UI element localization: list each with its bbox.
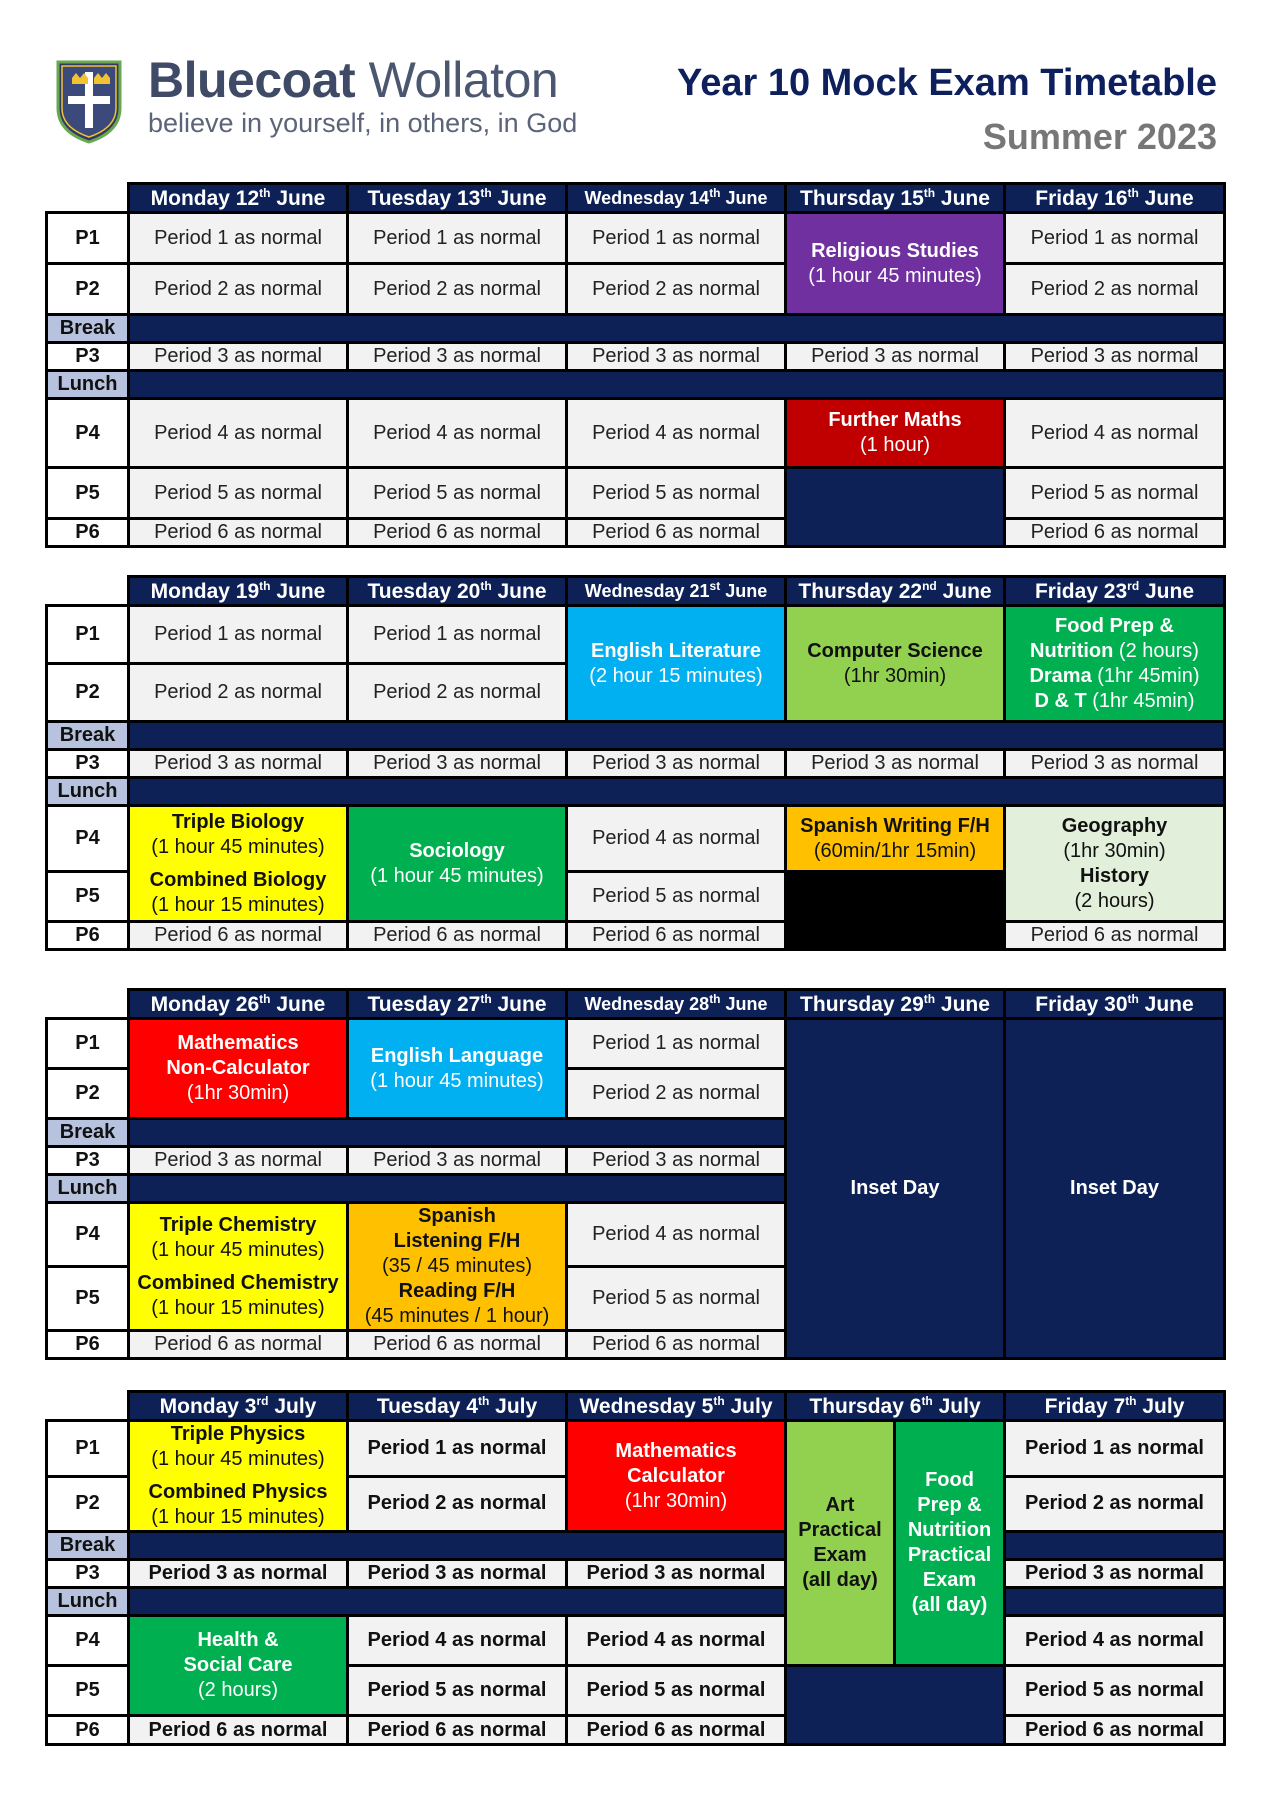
- day-header: Thursday 15th June: [786, 184, 1005, 213]
- period-label: P4: [47, 1203, 129, 1267]
- exam-maths-calculator: Mathematics Calculator (1hr 30min): [567, 1421, 786, 1532]
- normal-period: Period 1 as normal: [567, 1019, 786, 1069]
- normal-period: Period 3 as normal: [348, 750, 567, 778]
- day-header: Wednesday 14th June: [567, 184, 786, 213]
- period-label: P3: [47, 1147, 129, 1175]
- normal-period: Period 4 as normal: [1005, 1616, 1225, 1666]
- normal-period: Period 3 as normal: [348, 343, 567, 371]
- normal-period: Period 6 as normal: [567, 1716, 786, 1745]
- normal-period: Period 3 as normal: [129, 750, 348, 778]
- normal-period: Period 3 as normal: [129, 343, 348, 371]
- period-label: P4: [47, 806, 129, 872]
- exam-sociology: Sociology (1 hour 45 minutes): [348, 806, 567, 922]
- period-label: P2: [47, 664, 129, 722]
- normal-period: Period 5 as normal: [348, 468, 567, 519]
- exam-further-maths: Further Maths (1 hour): [786, 399, 1005, 468]
- normal-period: Period 4 as normal: [567, 1203, 786, 1267]
- table-corner: [47, 577, 129, 606]
- day-header: Friday 7th July: [1005, 1392, 1225, 1421]
- day-header: Tuesday 4th July: [348, 1392, 567, 1421]
- normal-period: Period 3 as normal: [567, 343, 786, 371]
- normal-period: Period 6 as normal: [129, 1716, 348, 1745]
- normal-period: Period 2 as normal: [1005, 264, 1225, 315]
- normal-period: Period 5 as normal: [129, 468, 348, 519]
- day-header: Tuesday 20th June: [348, 577, 567, 606]
- timetable-week-3: [45, 988, 1226, 1360]
- inset-day: Inset Day: [786, 1019, 1005, 1359]
- period-label: P6: [47, 519, 129, 547]
- exam-health-social-care: Health & Social Care (2 hours): [129, 1616, 348, 1716]
- exam-physics: Triple Physics (1 hour 45 minutes) Combined Physics (1 hour 15 minutes): [129, 1421, 348, 1532]
- normal-period: Period 2 as normal: [129, 664, 348, 722]
- normal-period: Period 3 as normal: [786, 343, 1005, 371]
- period-label: P1: [47, 1019, 129, 1069]
- normal-period: Period 3 as normal: [1005, 1560, 1225, 1588]
- normal-period: Period 2 as normal: [567, 1069, 786, 1119]
- normal-period: Period 4 as normal: [1005, 399, 1225, 468]
- page-subtitle: Summer 2023: [982, 116, 1217, 157]
- day-header: Thursday 29th June: [786, 990, 1005, 1019]
- period-label: P6: [47, 1716, 129, 1745]
- lunch-label: Lunch: [47, 1588, 129, 1616]
- normal-period: Period 5 as normal: [348, 1666, 567, 1716]
- break-bar: [129, 1119, 786, 1147]
- normal-period: Period 3 as normal: [129, 1560, 348, 1588]
- exam-biology: Triple Biology (1 hour 45 minutes) Combined Biology (1 hour 15 minutes): [129, 806, 348, 922]
- break-bar: [1005, 1532, 1225, 1560]
- exam-geography-history: Geography (1hr 30min) History (2 hours): [1005, 806, 1225, 922]
- break-label: Break: [47, 1119, 129, 1147]
- empty-slot: [786, 468, 1005, 547]
- period-label: P3: [47, 750, 129, 778]
- day-header: Friday 30th June: [1005, 990, 1225, 1019]
- normal-period: Period 6 as normal: [348, 1331, 567, 1359]
- period-label: P2: [47, 264, 129, 315]
- period-label: P6: [47, 1331, 129, 1359]
- normal-period: Period 5 as normal: [1005, 468, 1225, 519]
- lunch-label: Lunch: [47, 1175, 129, 1203]
- normal-period: Period 1 as normal: [129, 213, 348, 264]
- school-crest-icon: [54, 58, 124, 144]
- normal-period: Period 3 as normal: [567, 750, 786, 778]
- day-header: Monday 12th June: [129, 184, 348, 213]
- normal-period: Period 6 as normal: [1005, 1716, 1225, 1745]
- school-motto: believe in yourself, in others, in God: [148, 108, 578, 138]
- day-header: Friday 16th June: [1005, 184, 1225, 213]
- table-corner: [47, 184, 129, 213]
- normal-period: Period 4 as normal: [348, 1616, 567, 1666]
- normal-period: Period 5 as normal: [567, 1666, 786, 1716]
- period-label: P5: [47, 1666, 129, 1716]
- period-label: P5: [47, 468, 129, 519]
- exam-spanish-writing: Spanish Writing F/H (60min/1hr 15min): [786, 806, 1005, 872]
- normal-period: Period 4 as normal: [567, 1616, 786, 1666]
- normal-period: Period 1 as normal: [348, 606, 567, 664]
- normal-period: Period 5 as normal: [567, 468, 786, 519]
- lunch-label: Lunch: [47, 778, 129, 806]
- exam-maths-non-calculator: Mathematics Non-Calculator (1hr 30min): [129, 1019, 348, 1119]
- normal-period: Period 6 as normal: [1005, 922, 1225, 950]
- normal-period: Period 2 as normal: [1005, 1476, 1225, 1532]
- empty-slot: [786, 1666, 1005, 1745]
- normal-period: Period 2 as normal: [348, 264, 567, 315]
- exam-food-drama-dt: Food Prep & Nutrition (2 hours) Drama (1hr 45min) D & T (1hr 45min): [1005, 606, 1225, 722]
- normal-period: Period 1 as normal: [129, 606, 348, 664]
- normal-period: Period 3 as normal: [1005, 750, 1225, 778]
- normal-period: Period 5 as normal: [567, 1267, 786, 1331]
- lunch-bar: [129, 778, 1225, 806]
- normal-period: Period 3 as normal: [348, 1560, 567, 1588]
- period-label: P3: [47, 343, 129, 371]
- normal-period: Period 3 as normal: [786, 750, 1005, 778]
- normal-period: Period 6 as normal: [567, 922, 786, 950]
- normal-period: Period 3 as normal: [567, 1147, 786, 1175]
- period-label: P1: [47, 1421, 129, 1477]
- normal-period: Period 4 as normal: [348, 399, 567, 468]
- period-label: P6: [47, 922, 129, 950]
- break-label: Break: [47, 722, 129, 750]
- period-label: P2: [47, 1476, 129, 1532]
- normal-period: Period 4 as normal: [567, 806, 786, 872]
- normal-period: Period 3 as normal: [567, 1560, 786, 1588]
- normal-period: Period 1 as normal: [348, 213, 567, 264]
- table-corner: [47, 990, 129, 1019]
- exam-english-literature: English Literature (2 hour 15 minutes): [567, 606, 786, 722]
- lunch-bar: [129, 1175, 786, 1203]
- normal-period: Period 1 as normal: [348, 1421, 567, 1477]
- normal-period: Period 3 as normal: [129, 1147, 348, 1175]
- normal-period: Period 6 as normal: [348, 519, 567, 547]
- period-label: P3: [47, 1560, 129, 1588]
- day-header: Tuesday 27th June: [348, 990, 567, 1019]
- normal-period: Period 2 as normal: [348, 664, 567, 722]
- day-header: Tuesday 13th June: [348, 184, 567, 213]
- normal-period: Period 4 as normal: [129, 399, 348, 468]
- page-header: [0, 0, 1273, 170]
- normal-period: Period 6 as normal: [567, 1331, 786, 1359]
- exam-religious-studies: Religious Studies (1 hour 45 minutes): [786, 213, 1005, 315]
- normal-period: Period 4 as normal: [567, 399, 786, 468]
- normal-period: Period 1 as normal: [567, 213, 786, 264]
- exam-spanish-listening-reading: Spanish Listening F/H (35 / 45 minutes) Reading F/H (45 minutes / 1 hour): [348, 1203, 567, 1331]
- normal-period: Period 6 as normal: [129, 922, 348, 950]
- period-label: P5: [47, 1267, 129, 1331]
- normal-period: Period 6 as normal: [567, 519, 786, 547]
- break-bar: [129, 315, 1225, 343]
- normal-period: Period 6 as normal: [348, 922, 567, 950]
- period-label: P1: [47, 606, 129, 664]
- normal-period: Period 6 as normal: [348, 1716, 567, 1745]
- inset-day: Inset Day: [1005, 1019, 1225, 1359]
- day-header: Friday 23rd June: [1005, 577, 1225, 606]
- normal-period: Period 3 as normal: [348, 1147, 567, 1175]
- table-corner: [47, 1392, 129, 1421]
- period-label: P4: [47, 399, 129, 468]
- day-header: Wednesday 5th July: [567, 1392, 786, 1421]
- lunch-bar: [129, 371, 1225, 399]
- lunch-bar: [129, 1588, 786, 1616]
- normal-period: Period 5 as normal: [567, 872, 786, 922]
- exam-english-language: English Language (1 hour 45 minutes): [348, 1019, 567, 1119]
- exam-art-practical: Art Practical Exam (all day): [786, 1421, 895, 1666]
- break-bar: [129, 1532, 786, 1560]
- break-bar: [129, 722, 1225, 750]
- normal-period: Period 6 as normal: [1005, 519, 1225, 547]
- day-header: Thursday 22nd June: [786, 577, 1005, 606]
- day-header: Wednesday 28th June: [567, 990, 786, 1019]
- empty-slot: [786, 872, 1005, 950]
- timetable-week-4: [45, 1390, 1226, 1746]
- page-title: Year 10 Mock Exam Timetable: [676, 62, 1217, 104]
- timetable-week-1: [45, 182, 1226, 548]
- normal-period: Period 6 as normal: [129, 519, 348, 547]
- day-header: Wednesday 21st June: [567, 577, 786, 606]
- period-label: P2: [47, 1069, 129, 1119]
- day-header: Monday 3rd July: [129, 1392, 348, 1421]
- school-name: Bluecoat Wollaton: [148, 52, 559, 108]
- break-label: Break: [47, 315, 129, 343]
- day-header: Thursday 6th July: [786, 1392, 1005, 1421]
- day-header: Monday 19th June: [129, 577, 348, 606]
- timetable-week-2: [45, 575, 1226, 951]
- normal-period: Period 2 as normal: [348, 1476, 567, 1532]
- normal-period: Period 1 as normal: [1005, 213, 1225, 264]
- day-header: Monday 26th June: [129, 990, 348, 1019]
- normal-period: Period 5 as normal: [1005, 1666, 1225, 1716]
- period-label: P5: [47, 872, 129, 922]
- period-label: P4: [47, 1616, 129, 1666]
- exam-food-practical: Food Prep & Nutrition Practical Exam (all day): [895, 1421, 1005, 1666]
- lunch-bar: [1005, 1588, 1225, 1616]
- normal-period: Period 2 as normal: [129, 264, 348, 315]
- normal-period: Period 3 as normal: [1005, 343, 1225, 371]
- normal-period: Period 6 as normal: [129, 1331, 348, 1359]
- lunch-label: Lunch: [47, 371, 129, 399]
- normal-period: Period 1 as normal: [1005, 1421, 1225, 1477]
- break-label: Break: [47, 1532, 129, 1560]
- normal-period: Period 2 as normal: [567, 264, 786, 315]
- exam-computer-science: Computer Science (1hr 30min): [786, 606, 1005, 722]
- exam-chemistry: Triple Chemistry (1 hour 45 minutes) Combined Chemistry (1 hour 15 minutes): [129, 1203, 348, 1331]
- period-label: P1: [47, 213, 129, 264]
